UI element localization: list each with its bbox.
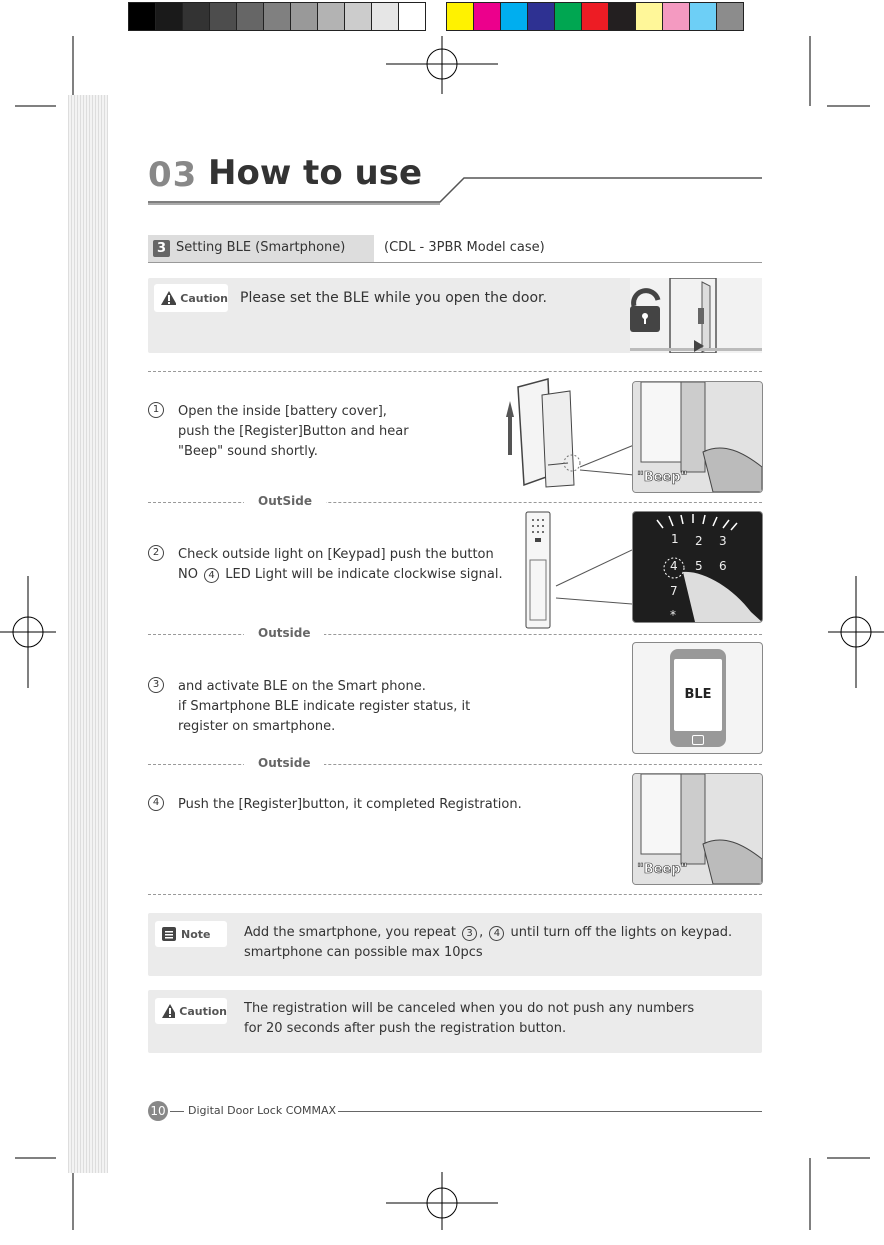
step-line: push the [Register]Button and hear: [178, 424, 409, 439]
caution-box-bottom: [148, 990, 762, 1053]
caution-box: [148, 278, 762, 353]
inline-number: 4: [204, 568, 219, 583]
note-badge-label: Note: [181, 927, 211, 941]
keypad-key: *: [670, 608, 676, 622]
section-rule: [148, 262, 762, 263]
note-icon: [161, 926, 177, 942]
footer-rule-left: [170, 1111, 184, 1112]
caution-text: Please set the BLE while you open the door.: [240, 290, 547, 306]
keypad-key: 6: [719, 559, 727, 573]
step-number: 3: [148, 677, 164, 693]
warning-icon: [160, 290, 176, 306]
step-line: "Beep" sound shortly.: [178, 444, 318, 459]
chapter-number: 03: [148, 155, 198, 195]
step-4: [148, 795, 522, 815]
section-number: 3: [153, 240, 170, 257]
keypad-key: 7: [670, 584, 678, 598]
phone-screen: [674, 659, 722, 731]
keypad-key: 2: [695, 534, 703, 548]
note-badge: [155, 921, 227, 947]
step-line: register on smartphone.: [178, 719, 336, 734]
section-label: Setting BLE (Smartphone): [176, 240, 346, 255]
open-door-illustration: [614, 278, 762, 353]
note-text: until turn off the lights on keypad.: [510, 925, 733, 940]
step-number: 1: [148, 402, 164, 418]
step-line: and activate BLE on the Smart phone.: [178, 679, 426, 694]
step-line: LED Light will be indicate clockwise signal.: [225, 567, 503, 582]
caution-badge: [155, 998, 227, 1024]
home-button-icon: [692, 735, 704, 745]
keypad-key: 4: [670, 559, 678, 573]
note-box: [148, 913, 762, 976]
step-2: [148, 545, 503, 585]
warning-icon: [161, 1003, 175, 1019]
step-line: Open the inside [battery cover],: [178, 404, 387, 419]
battery-cover-illustration: [496, 375, 636, 490]
beep-label: "Beep": [637, 470, 688, 485]
caution-badge: [154, 284, 228, 312]
smartphone-illustration: [632, 642, 763, 754]
dashed-divider: [148, 894, 762, 895]
step-line: if Smartphone BLE indicate register status, it: [178, 699, 471, 714]
inline-number: 3: [462, 926, 477, 941]
model-note: (CDL - 3PBR Model case): [384, 240, 545, 255]
note-line-2: smartphone can possible max 10pcs: [244, 945, 483, 960]
step-line-2: [148, 565, 503, 585]
step-1: [148, 402, 409, 462]
note-text: Add the smartphone, you repeat: [244, 925, 456, 940]
note-separator: ,: [479, 925, 484, 940]
footer-rule-right: [338, 1111, 762, 1112]
dashed-divider: [148, 371, 762, 372]
keypad-key: 5: [695, 559, 703, 573]
divider-label: Outside: [244, 626, 324, 640]
dashed-divider: [148, 502, 762, 503]
keypad-photo: [632, 511, 763, 623]
step-number: 4: [148, 795, 164, 811]
ble-label: BLE: [684, 687, 712, 702]
caution-badge-label: Caution: [179, 1004, 227, 1018]
beep-label: "Beep": [637, 862, 688, 877]
keypad-key: 1: [671, 532, 679, 546]
dashed-divider: [148, 634, 762, 635]
register-button-photo-2: [632, 773, 763, 885]
footer-label: Digital Door Lock COMMAX: [188, 1104, 337, 1117]
inline-number: 4: [489, 926, 504, 941]
caution-line: for 20 seconds after push the registration button.: [244, 1021, 567, 1036]
step-prefix: NO: [178, 567, 198, 582]
phone-body: [670, 649, 726, 747]
register-button-photo-1: [632, 381, 763, 493]
divider-label: OutSide: [244, 494, 326, 508]
front-lock-illustration: [520, 508, 632, 630]
page-edge-stripe: [68, 95, 108, 1173]
title-underline: [148, 176, 764, 206]
caution-badge-label: Caution: [180, 291, 228, 305]
step-line: Push the [Register]button, it completed Registration.: [178, 797, 522, 812]
keypad-key: 3: [719, 534, 727, 548]
step-line: Check outside light on [Keypad] push the button: [178, 547, 494, 562]
section-header: [148, 235, 374, 262]
page-number: 10: [148, 1101, 168, 1121]
note-line-1: [244, 923, 732, 943]
divider-label: Outside: [244, 756, 324, 770]
step-number: 2: [148, 545, 164, 561]
dashed-divider: [148, 764, 762, 765]
page-title: How to use: [208, 153, 423, 193]
step-3: [148, 677, 470, 737]
caution-line: The registration will be canceled when you do not push any numbers: [244, 1001, 695, 1016]
